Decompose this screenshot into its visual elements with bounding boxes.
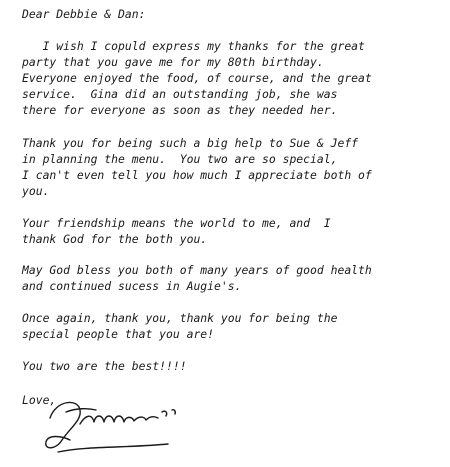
letter-line: party that you gave me for my 80th birthday. <box>22 55 324 69</box>
letter-line: and continued sucess in Augie's. <box>22 279 242 293</box>
letter-line: special people that you are! <box>22 327 215 341</box>
letter-line: in planning the menu. You two are so special, <box>22 152 338 166</box>
letter-greeting: Dear Debbie & Dan: <box>22 7 146 21</box>
letter-line: I wish I copuld express my thanks for the great <box>22 39 365 53</box>
letter-line: Your friendship means the world to me, and I <box>22 216 331 230</box>
letter-line: there for everyone as soon as they needed her. <box>22 103 338 117</box>
handwritten-signature <box>36 388 186 458</box>
letter-line: You two are the best!!!! <box>22 359 187 373</box>
letter-line: May God bless you both of many years of good health <box>22 263 372 277</box>
letter-line: thank God for the both you. <box>22 232 208 246</box>
letter-line: Thank you for being such a big help to Sue & Jeff <box>22 136 359 150</box>
letter-line: service. Gina did an outstanding job, she was <box>22 87 338 101</box>
letter-line: Once again, thank you, thank you for being the <box>22 311 338 325</box>
letter-closing: Love, <box>22 393 57 407</box>
letter-line: I can't even tell you how much I appreciate both of <box>22 168 372 182</box>
letter-line: Everyone enjoyed the food, of course, and the great <box>22 71 372 85</box>
letter-line: you. <box>22 184 50 198</box>
